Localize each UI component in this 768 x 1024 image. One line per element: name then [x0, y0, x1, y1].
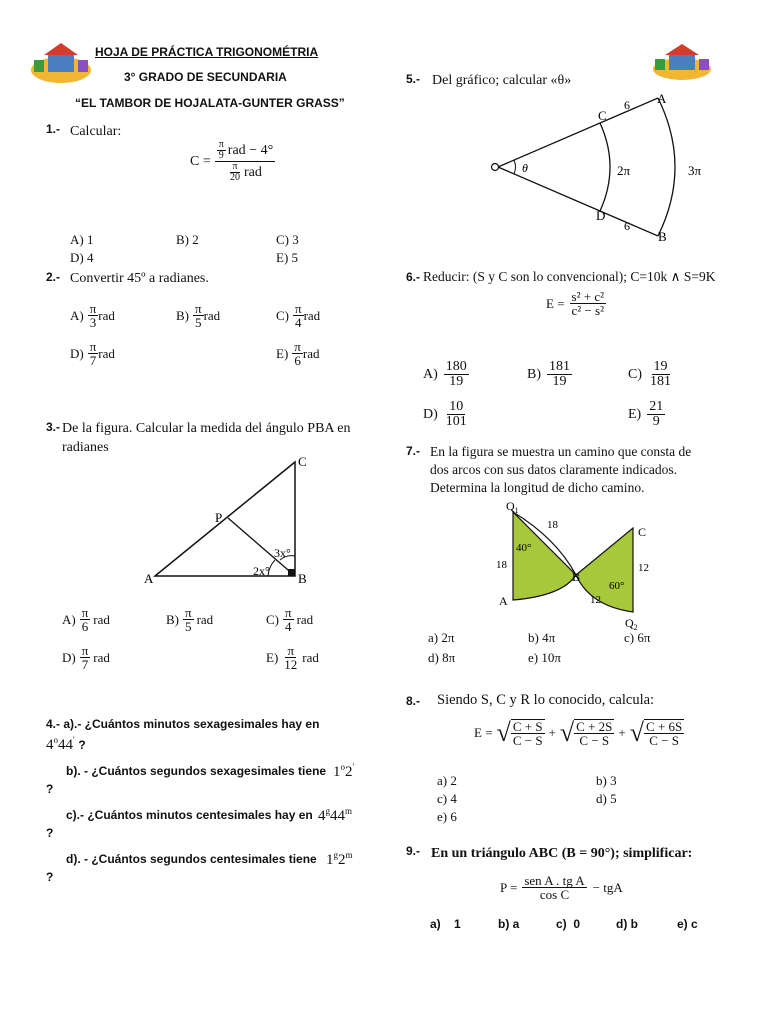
angle-3x-label: 3x° — [274, 546, 291, 560]
problem-3-statement-line2: radianes — [62, 440, 109, 455]
problem-4d-value: 1$^g$2$^m$ — [326, 850, 353, 868]
school-logo-right — [650, 42, 714, 87]
length-12-bottom-label: 12 — [590, 594, 601, 606]
problem-1-number: 1.- — [46, 122, 61, 136]
problem-9-formula: P = $\frac{\text{sen A . tg A}}{\text{cos C}}$ − tgA — [500, 873, 623, 902]
arcs-path-figure — [492, 498, 672, 630]
problem-9-option-d: d) b — [616, 917, 638, 931]
problem-3-statement-line1: De la figura. Calcular la medida del ángulo PBA en — [62, 421, 351, 436]
point-d-label: D — [596, 208, 606, 223]
vertex-a-label: A — [144, 571, 154, 586]
problem-6-option-d: D) $\frac{10}{101}$ — [423, 399, 467, 429]
problem-2-option-e: E) $\frac{\pi}{6}$ rad — [276, 339, 320, 368]
sqrt-icon: √ — [559, 718, 575, 747]
point-q2-label: $Q_2$ — [625, 616, 638, 630]
problem-1-option-b: B) 2 — [176, 232, 199, 247]
problem-4b-text: b). - ¿Cuántos segundos sexagesimales tiene — [66, 764, 327, 778]
triangle-figure — [140, 452, 320, 592]
problem-7-option-d: d) 8π — [428, 650, 456, 665]
problem-1-statement: Calcular: — [70, 124, 122, 139]
school-logo-left — [28, 40, 94, 91]
problem-9-option-a: a) 1 — [430, 917, 461, 931]
problem-8-formula: E = √ $\frac{C + S}{C - S}$ + √ $\frac{C + 2S}{C - S}$ + √ $\frac{C + 6S}{C - S}$ — [474, 718, 683, 748]
problem-4c-question: ? — [46, 826, 54, 840]
problem-6-option-e: E) $\frac{21}{9}$ — [628, 399, 664, 429]
problem-9-option-b: b) a — [498, 917, 520, 931]
problem-5-statement: Del gráfico; calcular «θ» — [432, 73, 572, 88]
problem-3-option-a: A) $\frac{\pi}{6}$ rad — [62, 605, 110, 634]
problem-3-option-d: D) $\frac{\pi}{7}$ rad — [62, 643, 110, 672]
problem-8-option-b: b) 3 — [596, 773, 617, 788]
problem-6-option-b: B) $\frac{181}{19}$ — [527, 359, 570, 389]
problem-4a-value: 4$^o$44' ? — [46, 735, 86, 753]
worksheet-title: HOJA DE PRÁCTICA TRIGONOMÉTRIA — [95, 45, 319, 59]
problem-3-option-c: C) $\frac{\pi}{4}$ rad — [266, 605, 314, 634]
problem-2-option-a: A) $\frac{\pi}{3}$ rad — [70, 301, 115, 330]
problem-4d-question: ? — [46, 870, 54, 884]
problem-7-option-a: a) 2π — [428, 630, 455, 645]
problem-1-formula: C = $\frac{\pi}{9}$ rad − 4° $\frac{\pi}{20}$ rad — [190, 139, 274, 183]
vertex-b-label: B — [298, 571, 307, 586]
point-a-label: A — [657, 91, 667, 106]
problem-8-option-c: c) 4 — [437, 791, 457, 806]
problem-4b-value: 1$^o$2' — [333, 762, 355, 780]
problem-6-option-c: C) $\frac{19}{181}$ — [628, 359, 671, 389]
problem-3-option-b: B) $\frac{\pi}{5}$ rad — [166, 605, 214, 634]
angle-60-label: 60° — [609, 580, 625, 592]
angle-2x-label: 2x° — [253, 564, 270, 578]
problem-8-option-a: a) 2 — [437, 773, 457, 788]
segment-db-label: 6 — [624, 219, 630, 233]
problem-1-option-d: D) 4 — [70, 250, 94, 265]
problem-9-option-c: c) 0 — [556, 917, 581, 931]
problem-9-number: 9.- — [406, 844, 421, 858]
problem-6-statement: Reducir: (S y C son lo convencional); C=10k ∧ S=9K — [423, 269, 716, 284]
problem-2-option-d: D) $\frac{\pi}{7}$ rad — [70, 339, 115, 368]
point-c-label: C — [598, 108, 607, 123]
arc-cd-label: 2π — [617, 163, 631, 178]
problem-8-number: 8.- — [406, 694, 421, 708]
segment-ca-label: 6 — [624, 98, 630, 112]
school-name: “EL TAMBOR DE HOJALATA-GUNTER GRASS” — [75, 96, 345, 110]
problem-3-option-e: E) $\frac{\pi}{12}$ rad — [266, 643, 319, 672]
problem-4c-value: 4$^g$44$^m$ — [318, 806, 353, 824]
problem-3-number: 3.- — [46, 420, 61, 434]
sqrt-icon: √ — [496, 718, 511, 747]
problem-9-statement: En un triángulo ABC (B = 90°); simplificar: — [431, 846, 693, 861]
length-12-right-label: 12 — [638, 562, 649, 574]
problem-2-statement: Convertir 45º a radianes. — [70, 271, 209, 286]
problem-7-option-b: b) 4π — [528, 630, 556, 645]
point-a-label: A — [499, 594, 508, 608]
vertex-c-label: C — [298, 454, 307, 469]
arc-ab-label: 3π — [688, 163, 702, 178]
problem-4c-text: c).- ¿Cuántos minutos centesimales hay en — [66, 808, 313, 822]
problem-6-number: 6.- — [406, 270, 421, 284]
problem-4b-question: ? — [46, 782, 54, 796]
problem-8-option-d: d) 5 — [596, 791, 617, 806]
theta-label: θ — [522, 161, 528, 175]
problem-6-option-a: A) $\frac{180}{19}$ — [423, 359, 467, 389]
problem-4a-text: 4.- a).- ¿Cuántos minutos sexagesimales hay en — [46, 717, 320, 731]
problem-7-number: 7.- — [406, 444, 421, 458]
problem-1-option-a: A) 1 — [70, 232, 94, 247]
problem-4d-text: d). - ¿Cuántos segundos centesimales tiene — [66, 852, 317, 866]
problem-7-statement-line1: En la figura se muestra un camino que consta de — [430, 444, 692, 459]
problem-2-option-c: C) $\frac{\pi}{4}$ rad — [276, 301, 321, 330]
problem-7-statement-line3: Determina la longitud de dicho camino. — [430, 480, 645, 495]
problem-6-formula: E = $\frac{\text{s² + c²}}{\text{c² − s²}}$ — [546, 289, 604, 318]
point-b-label: B — [658, 229, 667, 244]
problem-8-option-e: e) 6 — [437, 809, 457, 824]
problem-1-option-e: E) 5 — [276, 250, 299, 265]
problem-8-statement: Siendo S, C y R lo conocido, calcula: — [437, 692, 655, 708]
problem-2-number: 2.- — [46, 270, 61, 284]
point-q1-label: $Q_1$ — [506, 499, 519, 515]
problem-9-option-e: e) c — [677, 917, 698, 931]
problem-7-option-e: e) 10π — [528, 650, 561, 665]
point-b-label: B — [572, 570, 581, 584]
sqrt-icon: √ — [629, 718, 645, 747]
problem-7-option-c: c) 6π — [624, 630, 651, 645]
problem-7-statement-line2: dos arcos con sus datos claramente indicados. — [430, 462, 678, 477]
problem-5-number: 5.- — [406, 72, 421, 86]
formula-lhs: C = — [190, 153, 211, 169]
sector-figure — [486, 88, 720, 248]
length-18-left-label: 18 — [496, 559, 507, 571]
problem-2-option-b: B) $\frac{\pi}{5}$ rad — [176, 301, 221, 330]
vertex-p-label: P — [215, 510, 223, 525]
grade-label: 3° GRADO DE SECUNDARIA — [124, 70, 287, 84]
angle-40-label: 40° — [516, 542, 532, 554]
length-18-top-label: 18 — [547, 519, 558, 531]
point-c-label: C — [638, 525, 647, 539]
problem-1-option-c: C) 3 — [276, 232, 299, 247]
